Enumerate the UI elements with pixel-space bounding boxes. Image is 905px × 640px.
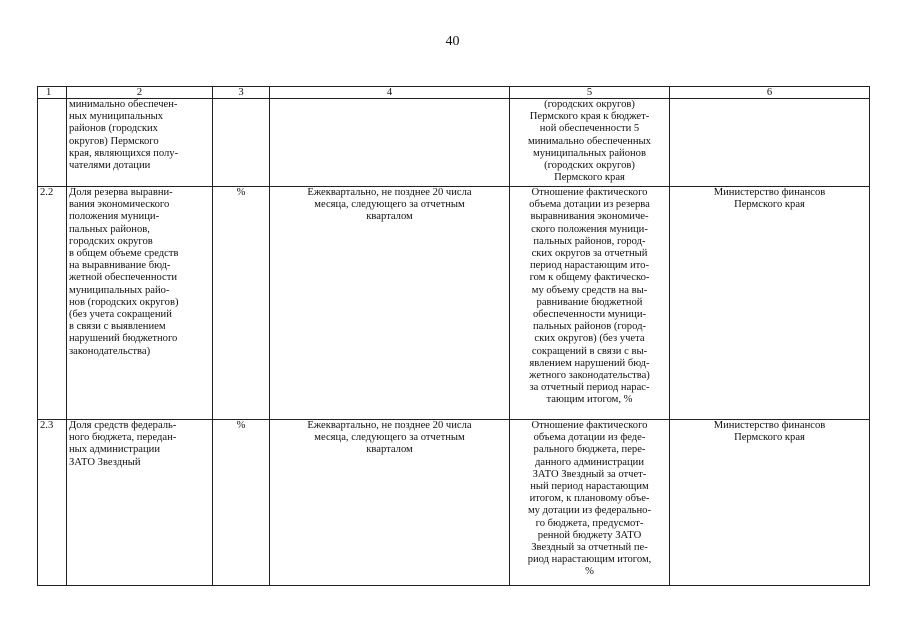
table-row xyxy=(38,99,870,187)
header-col-6: 6 xyxy=(670,87,870,99)
cell-text-line: гом к общему фактическо- xyxy=(529,272,650,284)
cell-text-line: ных муниципальных xyxy=(69,111,164,123)
cell-text-line: чателями дотации xyxy=(69,160,151,172)
cell-text-line: пальных районов, xyxy=(69,223,150,235)
header-col-5: 5 xyxy=(510,87,670,99)
row-number: 2.3 xyxy=(38,420,67,586)
unit-cell: % xyxy=(213,420,270,586)
cell-text-line: городских округов xyxy=(69,235,153,247)
unit-cell xyxy=(213,99,270,187)
cell-text-line: Звездный за отчетный пе- xyxy=(531,542,648,554)
cell-text-line: (городских округов) xyxy=(544,160,635,172)
indicator-name xyxy=(67,99,213,187)
formula-cell xyxy=(510,187,670,420)
cell-text-line: равнивание бюджетной xyxy=(536,296,643,308)
cell-text-line: жетного законодательства) xyxy=(529,370,650,382)
cell-text-line: (без учета сокращений xyxy=(69,309,172,321)
cell-text-line: ЗАТО Звездный xyxy=(69,456,141,468)
table-header-row xyxy=(38,87,870,99)
header-col-4: 4 xyxy=(270,87,510,99)
cell-text-line: (городских округов) xyxy=(544,99,635,110)
cell-text-line: данного администрации xyxy=(534,456,645,468)
cell-text-line: ского положения муници- xyxy=(531,223,648,235)
indicators-table xyxy=(37,86,870,586)
indicator-name xyxy=(67,420,213,586)
row-number: 2.2 xyxy=(38,187,67,420)
cell-text-line: кварталом xyxy=(366,444,413,456)
indicator-name xyxy=(67,187,213,420)
page-number: 40 xyxy=(445,34,460,49)
table-row xyxy=(38,187,870,420)
cell-text-line: ренной бюджету ЗАТО xyxy=(537,529,642,541)
cell-text-line: жетной обеспеченности xyxy=(69,272,178,284)
cell-text-line: объема дотации из резерва xyxy=(529,199,650,211)
cell-text-line: месяца, следующего за отчетным xyxy=(314,199,465,211)
cell-text-line: вания экономического xyxy=(69,199,170,211)
cell-text-line: Пермского края xyxy=(734,199,805,211)
row-number xyxy=(38,99,67,187)
header-col-1: 1 xyxy=(38,87,67,99)
cell-text-line: в общем объеме средств xyxy=(69,248,179,260)
cell-text-line: обеспеченности муници- xyxy=(532,309,647,321)
cell-text-line: рального бюджета, пере- xyxy=(533,444,646,456)
cell-text-line: Пермского края xyxy=(734,432,805,444)
cell-text-line: муниципальных райо- xyxy=(69,284,170,296)
responsible-cell xyxy=(670,99,870,187)
header-col-3: 3 xyxy=(213,87,270,99)
cell-text-line: ный период нарастающим xyxy=(530,481,649,493)
formula-cell xyxy=(510,420,670,586)
table-row xyxy=(38,420,870,586)
cell-text-line: муниципальных районов xyxy=(533,147,646,159)
cell-text-line: ного бюджета, передан- xyxy=(69,432,177,444)
cell-text-line: в связи с выявлением xyxy=(69,321,166,333)
header-col-2: 2 xyxy=(67,87,213,99)
cell-text-line: му дотации из федерально- xyxy=(527,505,652,517)
cell-text-line: ной обеспеченности 5 xyxy=(539,123,640,135)
cell-text-line: итогом, к плановому объе- xyxy=(529,493,650,505)
cell-text-line: месяца, следующего за отчетным xyxy=(314,432,465,444)
cell-text-line: Пермского края к бюджет- xyxy=(529,111,650,123)
cell-text-line: пальных районов (город- xyxy=(532,321,646,333)
cell-text-line: положения муници- xyxy=(69,211,160,223)
cell-text-line: тающим итогом, % xyxy=(546,394,633,406)
cell-text-line: Ежеквартально, не позднее 20 числа xyxy=(307,187,472,198)
cell-text-line: края, являющихся полу- xyxy=(69,147,179,159)
cell-text-line: Пермского края xyxy=(554,172,625,184)
cell-text-line: нов (городских округов) xyxy=(69,296,179,308)
cell-text-line: ских округов) (без учета xyxy=(534,333,645,345)
cell-text-line: за отчетный период нарас- xyxy=(529,382,650,394)
cell-text-line: явлением нарушений бюд- xyxy=(529,357,650,369)
cell-text-line: на выравнивание бюд- xyxy=(69,260,171,272)
cell-text-line: округов) Пермского xyxy=(69,135,159,147)
cell-text-line: нарушений бюджетного xyxy=(69,333,178,345)
cell-text-line: Доля резерва выравни- xyxy=(69,187,173,198)
cell-text-line: минимально обеспечен- xyxy=(69,99,178,110)
responsible-cell xyxy=(670,420,870,586)
cell-text-line: риод нарастающим итогом, xyxy=(527,554,652,566)
unit-cell: % xyxy=(213,187,270,420)
cell-text-line: ЗАТО Звездный за отчет- xyxy=(532,468,647,480)
cell-text-line: выравнивания экономиче- xyxy=(530,211,649,223)
cell-text-line: период нарастающим ито- xyxy=(530,260,649,272)
cell-text-line: объема дотации из феде- xyxy=(533,432,646,444)
cell-text-line: пальных районов, город- xyxy=(533,235,646,247)
cell-text-line: минимально обеспеченных xyxy=(528,135,651,147)
period-cell xyxy=(270,187,510,420)
cell-text-line: го бюджета, предусмот- xyxy=(535,517,644,529)
period-cell xyxy=(270,99,510,187)
cell-text-line: ских округов за отчетный xyxy=(531,248,648,260)
cell-text-line: ных администрации xyxy=(69,444,161,456)
cell-text-line: Министерство финансов xyxy=(713,187,826,198)
cell-text-line: му объему средств на вы- xyxy=(531,284,648,296)
cell-text-line: Отношение фактического xyxy=(531,420,648,431)
cell-text-line: Ежеквартально, не позднее 20 числа xyxy=(307,420,472,431)
cell-text-line: Отношение фактического xyxy=(531,187,648,198)
cell-text-line: районов (городских xyxy=(69,123,158,135)
responsible-cell xyxy=(670,187,870,420)
cell-text-line: кварталом xyxy=(366,211,413,223)
period-cell xyxy=(270,420,510,586)
cell-text-line: Министерство финансов xyxy=(713,420,826,431)
cell-text-line: % xyxy=(585,566,594,578)
formula-cell xyxy=(510,99,670,187)
cell-text-line: законодательства) xyxy=(69,345,151,357)
cell-text-line: Доля средств федераль- xyxy=(69,420,177,431)
cell-text-line: сокращений в связи с вы- xyxy=(531,345,648,357)
